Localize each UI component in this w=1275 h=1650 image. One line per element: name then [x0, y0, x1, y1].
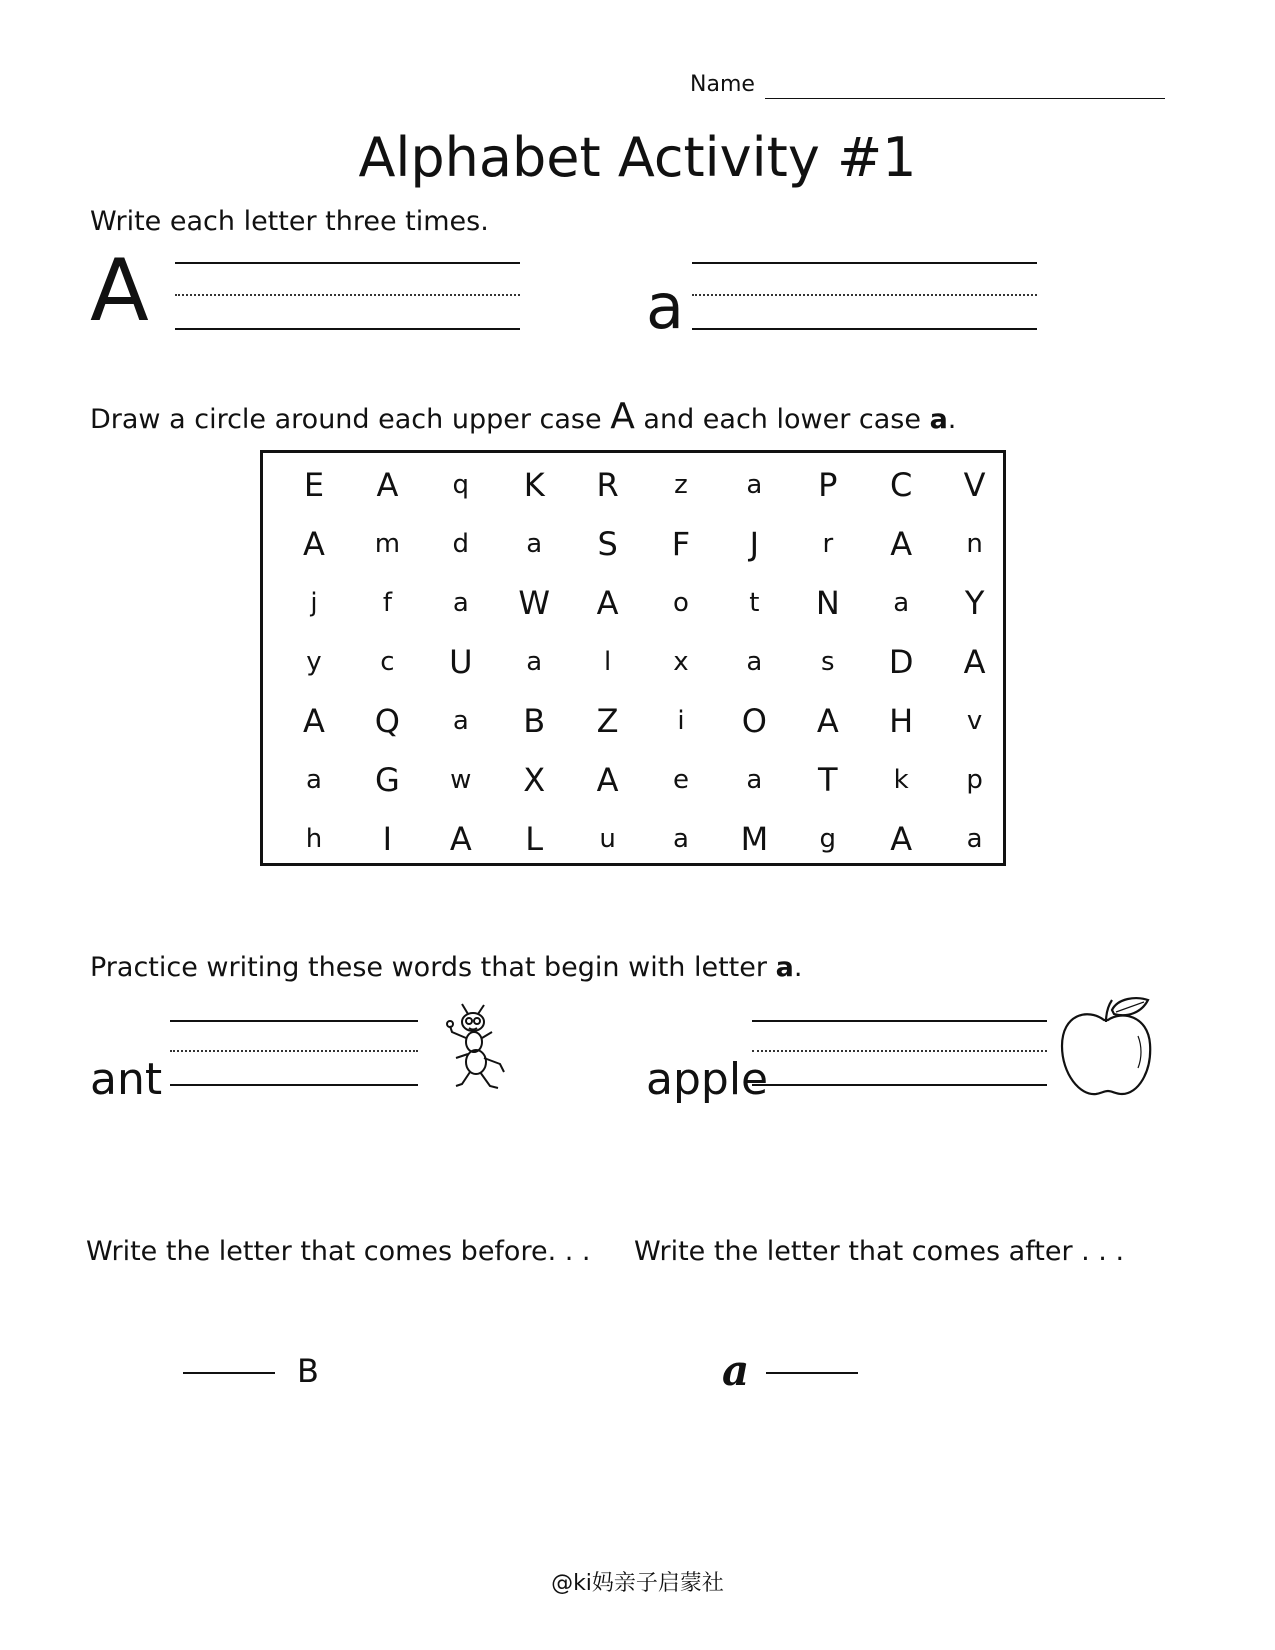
grid-letter[interactable]: A — [890, 525, 913, 563]
grid-letter[interactable]: z — [674, 470, 688, 500]
grid-letter[interactable]: T — [818, 761, 838, 799]
grid-letter[interactable]: x — [673, 647, 689, 677]
section2-instruction-part2: and each lower case — [643, 404, 921, 435]
grid-letter[interactable]: F — [671, 525, 691, 563]
ant-icon — [444, 1002, 510, 1102]
page-title: Alphabet Activity #1 — [358, 126, 917, 189]
after-instruction: Write the letter that comes after . . . — [634, 1236, 1125, 1267]
grid-letter[interactable]: a — [893, 588, 910, 618]
grid-letter[interactable]: B — [523, 702, 546, 740]
grid-letter[interactable]: A — [303, 525, 325, 563]
section2-instruction-upper: A — [610, 396, 635, 437]
grid-letter[interactable]: a — [306, 765, 322, 795]
grid-letter[interactable]: y — [306, 647, 322, 677]
after-answer-line[interactable] — [766, 1372, 858, 1374]
letter-grid — [260, 450, 1006, 866]
grid-letter[interactable]: D — [888, 643, 914, 681]
grid-letter[interactable]: a — [746, 470, 763, 500]
name-line[interactable] — [765, 98, 1165, 99]
grid-letter[interactable]: P — [818, 466, 838, 504]
section3-instruction-letter: a — [775, 952, 794, 983]
after-given-letter: a — [722, 1346, 750, 1395]
grid-letter[interactable]: a — [526, 529, 543, 559]
grid-letter[interactable]: M — [740, 820, 769, 858]
grid-letter[interactable]: S — [597, 525, 618, 563]
upper-letter-sample: A — [90, 241, 149, 341]
upper-writing-line-base[interactable] — [175, 328, 520, 330]
grid-letter[interactable]: a — [673, 824, 689, 854]
grid-letter[interactable]: g — [819, 824, 837, 854]
apple-writing-line-top — [752, 1020, 1047, 1022]
grid-letter[interactable]: H — [889, 702, 914, 740]
grid-letter[interactable]: O — [741, 702, 767, 740]
grid-letter[interactable]: a — [746, 647, 763, 677]
grid-letter[interactable]: e — [673, 765, 689, 795]
grid-letter[interactable]: G — [374, 761, 400, 799]
before-instruction: Write the letter that comes before. . . — [86, 1236, 591, 1267]
grid-letter[interactable]: a — [746, 765, 763, 795]
lower-writing-line-mid — [692, 294, 1037, 296]
word-ant: ant — [90, 1054, 163, 1105]
grid-letter[interactable]: K — [523, 466, 545, 504]
grid-letter[interactable]: Q — [374, 702, 400, 740]
section1-instruction: Write each letter three times. — [90, 206, 489, 237]
grid-letter[interactable]: d — [452, 529, 470, 559]
grid-letter[interactable]: N — [815, 584, 840, 622]
section2-instruction-end: . — [947, 404, 957, 435]
grid-letter[interactable]: A — [890, 820, 913, 858]
grid-letter[interactable]: A — [596, 761, 619, 799]
grid-letter[interactable]: i — [677, 706, 685, 736]
grid-letter[interactable]: U — [449, 643, 473, 681]
grid-letter[interactable]: q — [452, 470, 470, 500]
grid-letter[interactable]: R — [596, 466, 619, 504]
before-answer-line[interactable] — [183, 1372, 275, 1374]
grid-letter[interactable]: Y — [964, 584, 985, 622]
grid-letter[interactable]: c — [380, 647, 395, 677]
grid-letter[interactable]: w — [450, 765, 472, 795]
name-label: Name — [690, 72, 755, 97]
grid-letter[interactable]: m — [374, 529, 401, 559]
grid-letter[interactable]: A — [963, 643, 986, 681]
grid-letter[interactable]: f — [382, 588, 392, 618]
grid-letter[interactable]: L — [525, 820, 544, 858]
grid-letter[interactable]: V — [963, 466, 986, 504]
grid-letter[interactable]: p — [966, 765, 983, 795]
grid-letter[interactable]: r — [822, 529, 834, 559]
apple-writing-line-mid — [752, 1050, 1047, 1052]
grid-letter[interactable]: Z — [596, 702, 619, 740]
grid-letter[interactable]: k — [893, 765, 909, 795]
grid-letter[interactable]: l — [603, 647, 612, 677]
ant-writing-line-top — [170, 1020, 418, 1022]
section2-instruction-part1: Draw a circle around each upper case — [90, 404, 602, 435]
grid-letter[interactable]: X — [523, 761, 546, 799]
grid-letter[interactable]: j — [310, 588, 318, 618]
grid-letter[interactable]: a — [966, 824, 983, 854]
grid-letter[interactable]: C — [890, 466, 913, 504]
section3-instruction-end: . — [793, 952, 803, 983]
grid-letter[interactable]: A — [376, 466, 399, 504]
apple-writing-line-base[interactable] — [752, 1084, 1047, 1086]
lower-letter-sample: a — [646, 270, 684, 343]
ant-writing-line-base[interactable] — [170, 1084, 418, 1086]
word-apple: apple — [646, 1054, 769, 1105]
section3-instruction — [90, 952, 802, 983]
before-given-letter: B — [297, 1352, 319, 1390]
ant-writing-line-mid — [170, 1050, 418, 1052]
grid-letter[interactable]: A — [303, 702, 325, 740]
grid-letter[interactable]: t — [749, 588, 760, 618]
grid-letter[interactable]: s — [821, 647, 835, 677]
grid-letter[interactable]: a — [452, 588, 469, 618]
grid-letter[interactable]: A — [449, 820, 472, 858]
grid-letter[interactable]: J — [749, 525, 760, 563]
section2-instruction — [90, 396, 956, 437]
section3-instruction-text: Practice writing these words that begin with letter — [90, 952, 767, 983]
grid-letter[interactable]: A — [596, 584, 619, 622]
footer-watermark: @ki妈亲子启蒙社 — [551, 1571, 724, 1596]
grid-letter[interactable]: I — [382, 820, 393, 858]
grid-letter[interactable]: u — [599, 824, 616, 854]
upper-writing-line-mid — [175, 294, 520, 296]
grid-letter[interactable]: a — [452, 706, 469, 736]
grid-letter[interactable]: h — [305, 824, 323, 854]
grid-letter[interactable]: n — [966, 529, 983, 559]
grid-letter[interactable]: o — [673, 588, 689, 618]
grid-letter[interactable]: E — [303, 466, 325, 504]
lower-writing-line-top — [692, 262, 1037, 264]
grid-letter[interactable]: A — [816, 702, 839, 740]
apple-icon — [1058, 996, 1154, 1100]
grid-letter[interactable]: W — [518, 584, 550, 622]
section2-instruction-lower: a — [929, 404, 948, 435]
lower-writing-line-base[interactable] — [692, 328, 1037, 330]
grid-letter[interactable]: v — [966, 706, 983, 736]
grid-letter[interactable]: a — [526, 647, 543, 677]
upper-writing-line-top — [175, 262, 520, 264]
